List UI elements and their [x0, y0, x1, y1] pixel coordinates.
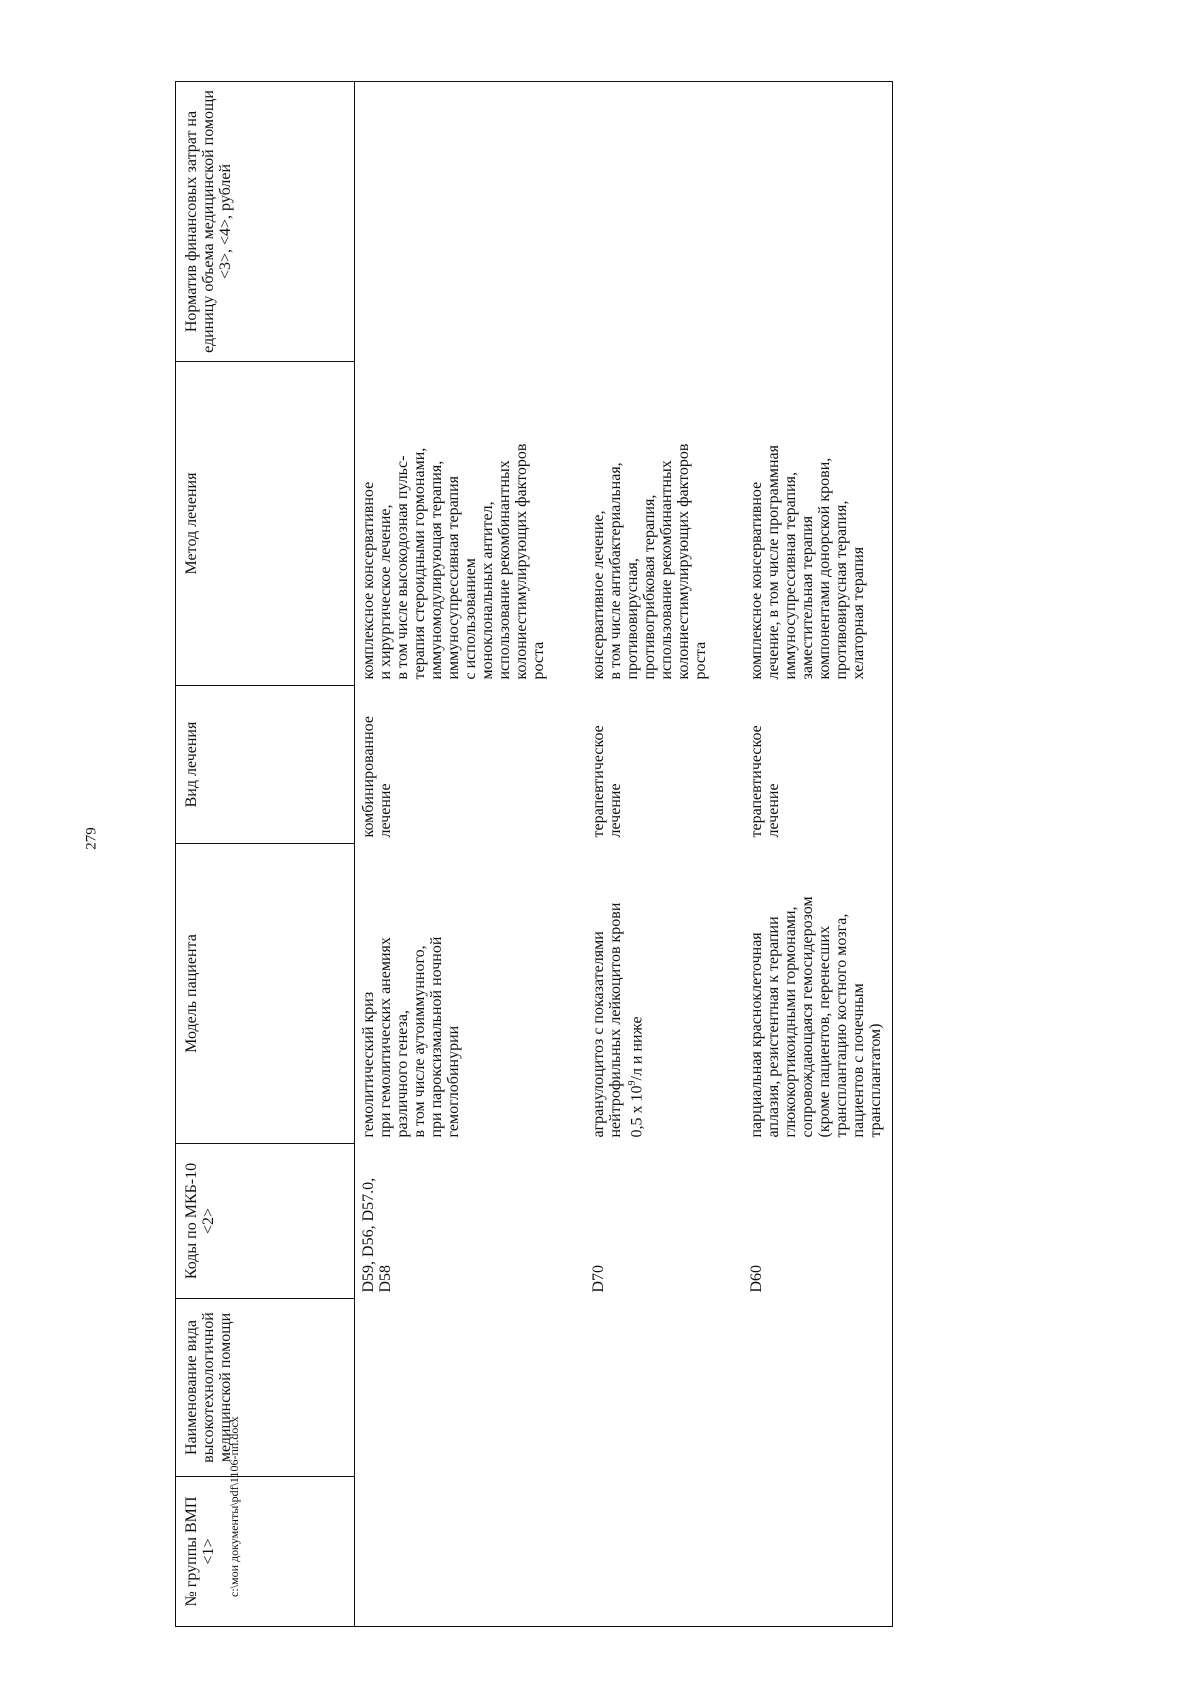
- header-method: Метод лечения: [176, 362, 355, 686]
- rotated-table-container: [175, 82, 1185, 1627]
- method-line: колониестимулирующих факторов: [674, 443, 692, 680]
- codes-line: D70: [589, 1264, 607, 1293]
- cell-name: [355, 1299, 585, 1477]
- codes-line: D60: [747, 1264, 765, 1293]
- method-line: использование рекомбинантных: [496, 460, 513, 680]
- header-model: Модель пациента: [176, 844, 355, 1144]
- method-line: терапия стероидными гормонами,: [411, 447, 428, 680]
- method-line: лечение, в том числе программная: [764, 444, 782, 680]
- cell-cost: [585, 82, 743, 362]
- cell-group-no: [585, 1477, 743, 1627]
- cell-codes: [355, 1144, 585, 1299]
- codes-line: D58: [377, 1264, 394, 1293]
- method-line: моноклональных антител,: [479, 501, 496, 680]
- cell-codes: [585, 1144, 743, 1299]
- method-line: комплексное консервативное: [360, 481, 377, 680]
- method-line: противогрибковая терапия,: [640, 494, 658, 680]
- model-line: при гемолитических анемиях: [377, 937, 394, 1138]
- method-line: использование рекомбинантных: [657, 460, 675, 680]
- table-header: [176, 82, 355, 1627]
- table-body: [355, 82, 893, 1627]
- method-line: в том числе антибактериальная,: [606, 462, 624, 680]
- model-line: (кроме пациентов, перенесших: [815, 925, 833, 1138]
- table-row: [355, 82, 585, 1627]
- method-line: консервативное лечение,: [589, 510, 607, 680]
- model-line: агранулоцитоз с показателями: [589, 931, 607, 1138]
- method-line: в том числе высокодозная пульс-: [394, 455, 411, 680]
- method-line: и хирургическое лечение,: [377, 504, 394, 680]
- model-line: трансплантатом): [866, 1023, 884, 1138]
- treatment-type-line: лечение: [377, 783, 394, 838]
- method-line: иммуномодулирующая терапия,: [428, 460, 445, 680]
- file-path: c:\мои документы\pdf\1106-пп.docx: [227, 1416, 241, 1597]
- model-line: в том числе аутоиммунного,: [411, 945, 428, 1138]
- method-line: хелаторная терапия: [849, 546, 867, 680]
- model-line: нейтрофильных лейкоцитов крови: [606, 902, 624, 1138]
- model-line: глюкокортикоидными гормонами,: [781, 906, 799, 1138]
- table-row: [585, 82, 743, 1627]
- model-line: аплазия, резистентная к терапии: [764, 916, 782, 1138]
- table-row: [743, 82, 893, 1627]
- cell-model: [585, 844, 743, 1144]
- cell-cost: [743, 82, 893, 362]
- model-value-line: [624, 850, 645, 1138]
- cell-treatment-type: [743, 686, 893, 844]
- treatment-type-line: лечение: [606, 783, 624, 838]
- method-line: противовирусная,: [623, 558, 641, 680]
- cell-method: [585, 362, 743, 686]
- cell-group-no: [743, 1477, 893, 1627]
- codes-line: D59, D56, D57.0,: [360, 1177, 377, 1293]
- model-line: при пароксизмальной ночной: [428, 936, 445, 1138]
- cell-cost: [355, 82, 585, 362]
- header-codes: Коды по МКБ-10 <2>: [176, 1144, 355, 1299]
- model-line: трансплантацию костного мозга,: [832, 913, 850, 1138]
- cell-name: [585, 1299, 743, 1477]
- treatment-type-line: терапевтическое: [747, 725, 765, 838]
- cell-codes: [743, 1144, 893, 1299]
- cell-name: [743, 1299, 893, 1477]
- treatment-type-line: лечение: [764, 783, 782, 838]
- model-value-prefix: 0,5 x 10: [627, 1085, 645, 1138]
- header-treatment-type: Вид лечения: [176, 686, 355, 844]
- method-line: роста: [691, 641, 709, 680]
- page-number: 279: [83, 827, 100, 850]
- method-line: комплексное консервативное: [747, 481, 765, 680]
- model-line: сопровождающаяся гемосидерозом: [798, 896, 816, 1138]
- model-line: различного генеза,: [394, 1010, 411, 1138]
- model-line: гемоглобинурии: [445, 1025, 462, 1138]
- method-line: компонентами донорской крови,: [815, 457, 833, 680]
- method-line: колониестимулирующих факторов: [513, 443, 530, 680]
- model-line: гемолитический криз: [360, 991, 377, 1138]
- model-line: парциальная красноклеточная: [747, 932, 765, 1138]
- model-value-suffix: /л и ниже: [627, 1016, 645, 1081]
- cell-group-no: [355, 1477, 585, 1627]
- method-line: роста: [530, 641, 547, 680]
- method-line: заместительная терапия: [798, 515, 816, 680]
- treatment-type-line: комбинированное: [360, 716, 377, 838]
- model-line: пациентов с почечным: [849, 983, 867, 1138]
- header-group-no: № группы ВМП <1>: [176, 1477, 355, 1627]
- header-name: Наименование вида высокотехнологичной медицинской помощи: [176, 1299, 355, 1477]
- cell-method: [743, 362, 893, 686]
- cell-model: [743, 844, 893, 1144]
- model-value-exponent: 9: [626, 1080, 638, 1086]
- method-line: иммуносупрессивная терапия: [445, 475, 462, 680]
- cell-treatment-type: [355, 686, 585, 844]
- treatment-type-line: терапевтическое: [589, 725, 607, 838]
- header-cost: Норматив финансовых затрат на единицу объема медицинской помощи <3>, <4>, рублей: [176, 82, 355, 362]
- method-line: противовирусная терапия,: [832, 500, 850, 680]
- method-line: с использованием: [462, 558, 479, 680]
- cell-treatment-type: [585, 686, 743, 844]
- cell-method: [355, 362, 585, 686]
- cell-model: [355, 844, 585, 1144]
- vmp-table: [175, 81, 893, 1627]
- method-line: иммуносупрессивная терапия,: [781, 471, 799, 680]
